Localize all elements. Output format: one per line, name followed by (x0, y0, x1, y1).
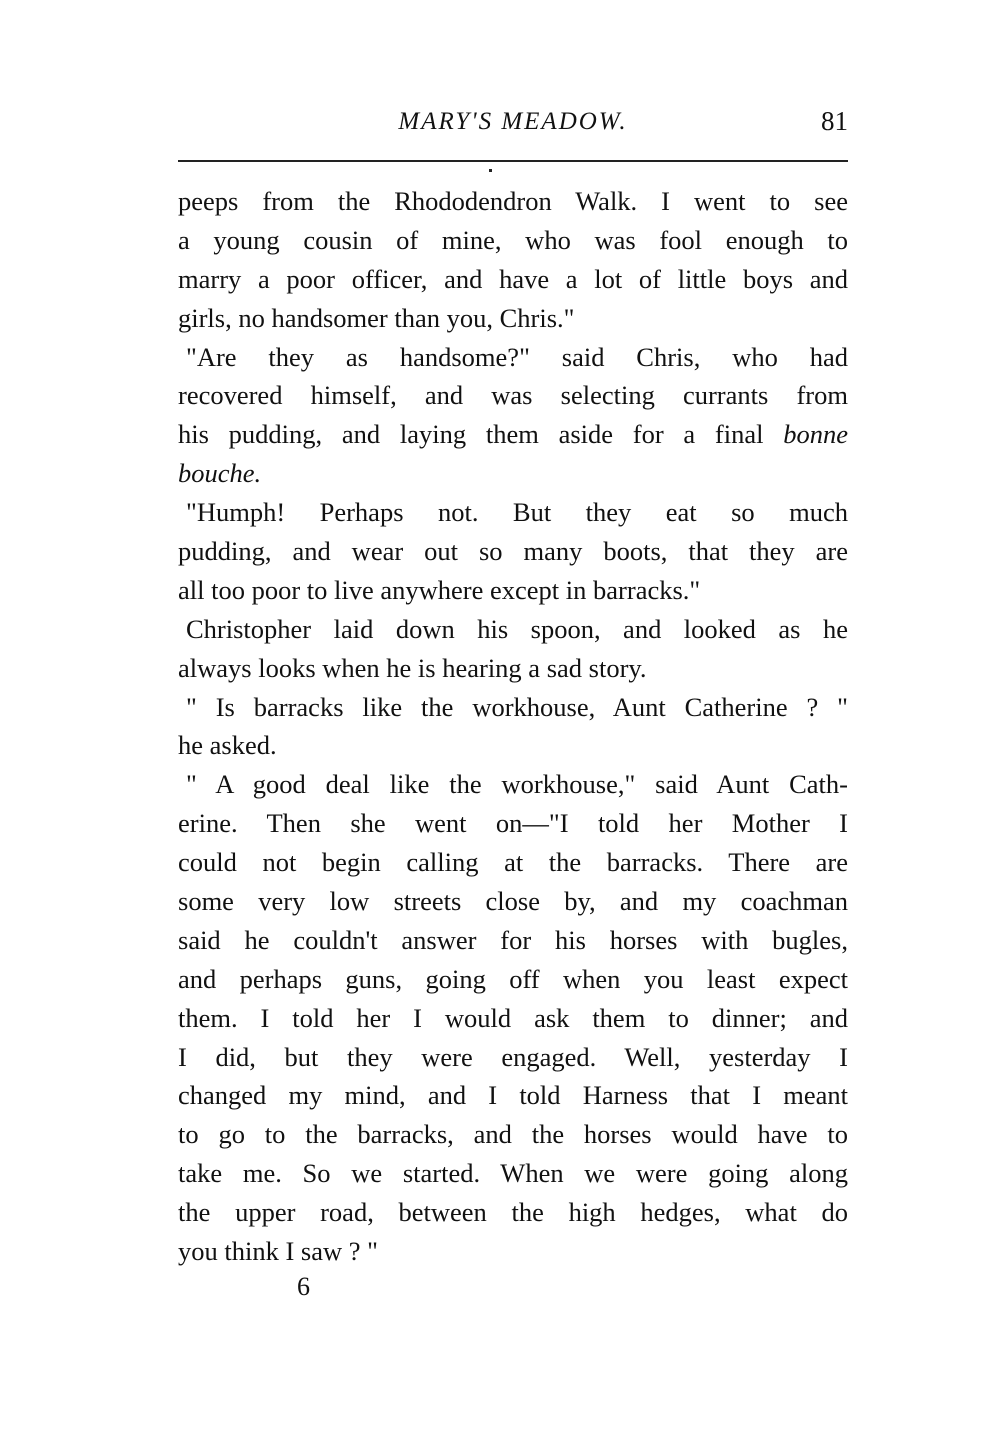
text-line (178, 1076, 848, 1115)
line-text: take me. So we started. When we were going along (178, 1158, 848, 1189)
text-line (178, 221, 848, 260)
line-text: could not begin calling at the barracks. There are (178, 847, 848, 878)
line-text: always looks when he is hearing a sad story. (178, 652, 647, 683)
line-text: and perhaps guns, going off when you least expect (178, 963, 848, 994)
running-title: MARY'S MEADOW. (398, 108, 628, 135)
line-text: them. I told her I would ask them to dinner; and (178, 1002, 848, 1033)
header-rule (178, 160, 848, 162)
text-line (178, 610, 848, 649)
line-text: pudding, and wear out so many boots, that they are (178, 536, 848, 567)
text-line (178, 571, 848, 610)
text-line (178, 415, 848, 454)
text-line (178, 454, 848, 493)
line-text: changed my mind, and I told Harness that I meant (178, 1080, 848, 1111)
text-line (178, 1232, 848, 1271)
text-line (178, 1115, 848, 1154)
rule-dot (489, 169, 492, 172)
body-text (178, 182, 848, 1271)
text-line (178, 299, 848, 338)
text-line (178, 260, 848, 299)
line-text: peeps from the Rhododendron Walk. I went to see (178, 186, 848, 216)
line-text: "Are they as handsome?" said Chris, who had (186, 341, 848, 372)
line-text: some very low streets close by, and my coachman (178, 886, 848, 917)
text-line (178, 843, 848, 882)
text-line (178, 688, 848, 727)
signature-mark: 6 (297, 1272, 310, 1301)
text-line (178, 376, 848, 415)
text-line (178, 999, 848, 1038)
text-line (178, 726, 848, 765)
text-line (178, 493, 848, 532)
line-text: all too poor to live anywhere except in barracks." (178, 574, 701, 605)
line-text: marry a poor officer, and have a lot of little boys and (178, 263, 848, 294)
text-line (178, 804, 848, 843)
page-number: 81 (821, 106, 848, 136)
text-line (178, 882, 848, 921)
text-line (178, 338, 848, 377)
line-text: a young cousin of mine, who was fool enough to (178, 224, 848, 255)
line-text: recovered himself, and was selecting currants from (178, 380, 848, 411)
text-line (178, 1038, 848, 1077)
text-line (178, 1154, 848, 1193)
italic-text: bonne (783, 419, 848, 450)
page-header (178, 108, 848, 144)
line-text: the upper road, between the high hedges, what do (178, 1197, 848, 1228)
text-line (178, 532, 848, 571)
text-line (178, 1193, 848, 1232)
text-line (178, 765, 848, 804)
italic-text: bouche. (178, 458, 262, 489)
line-text: "Humph! Perhaps not. But they eat so much (186, 497, 848, 528)
text-line (178, 960, 848, 999)
text-line (178, 182, 848, 221)
line-text: girls, no handsomer than you, Chris." (178, 302, 575, 333)
line-text: I did, but they were engaged. Well, yesterday I (178, 1041, 848, 1072)
text-line (178, 649, 848, 688)
line-text: to go to the barracks, and the horses would have to (178, 1119, 848, 1150)
line-text: said he couldn't answer for his horses with bugles, (178, 924, 848, 955)
line-text: " Is barracks like the workhouse, Aunt Catherine ? " (186, 691, 848, 722)
line-text: " A good deal like the workhouse," said Aunt Cath- (186, 769, 848, 800)
line-text: erine. Then she went on—"I told her Mother I (178, 808, 848, 839)
text-line (178, 921, 848, 960)
line-text: his pudding, and laying them aside for a final (178, 419, 784, 450)
line-text: you think I saw ? " (178, 1236, 378, 1267)
line-text: he asked. (178, 730, 277, 761)
line-text: Christopher laid down his spoon, and looked as he (186, 613, 848, 644)
